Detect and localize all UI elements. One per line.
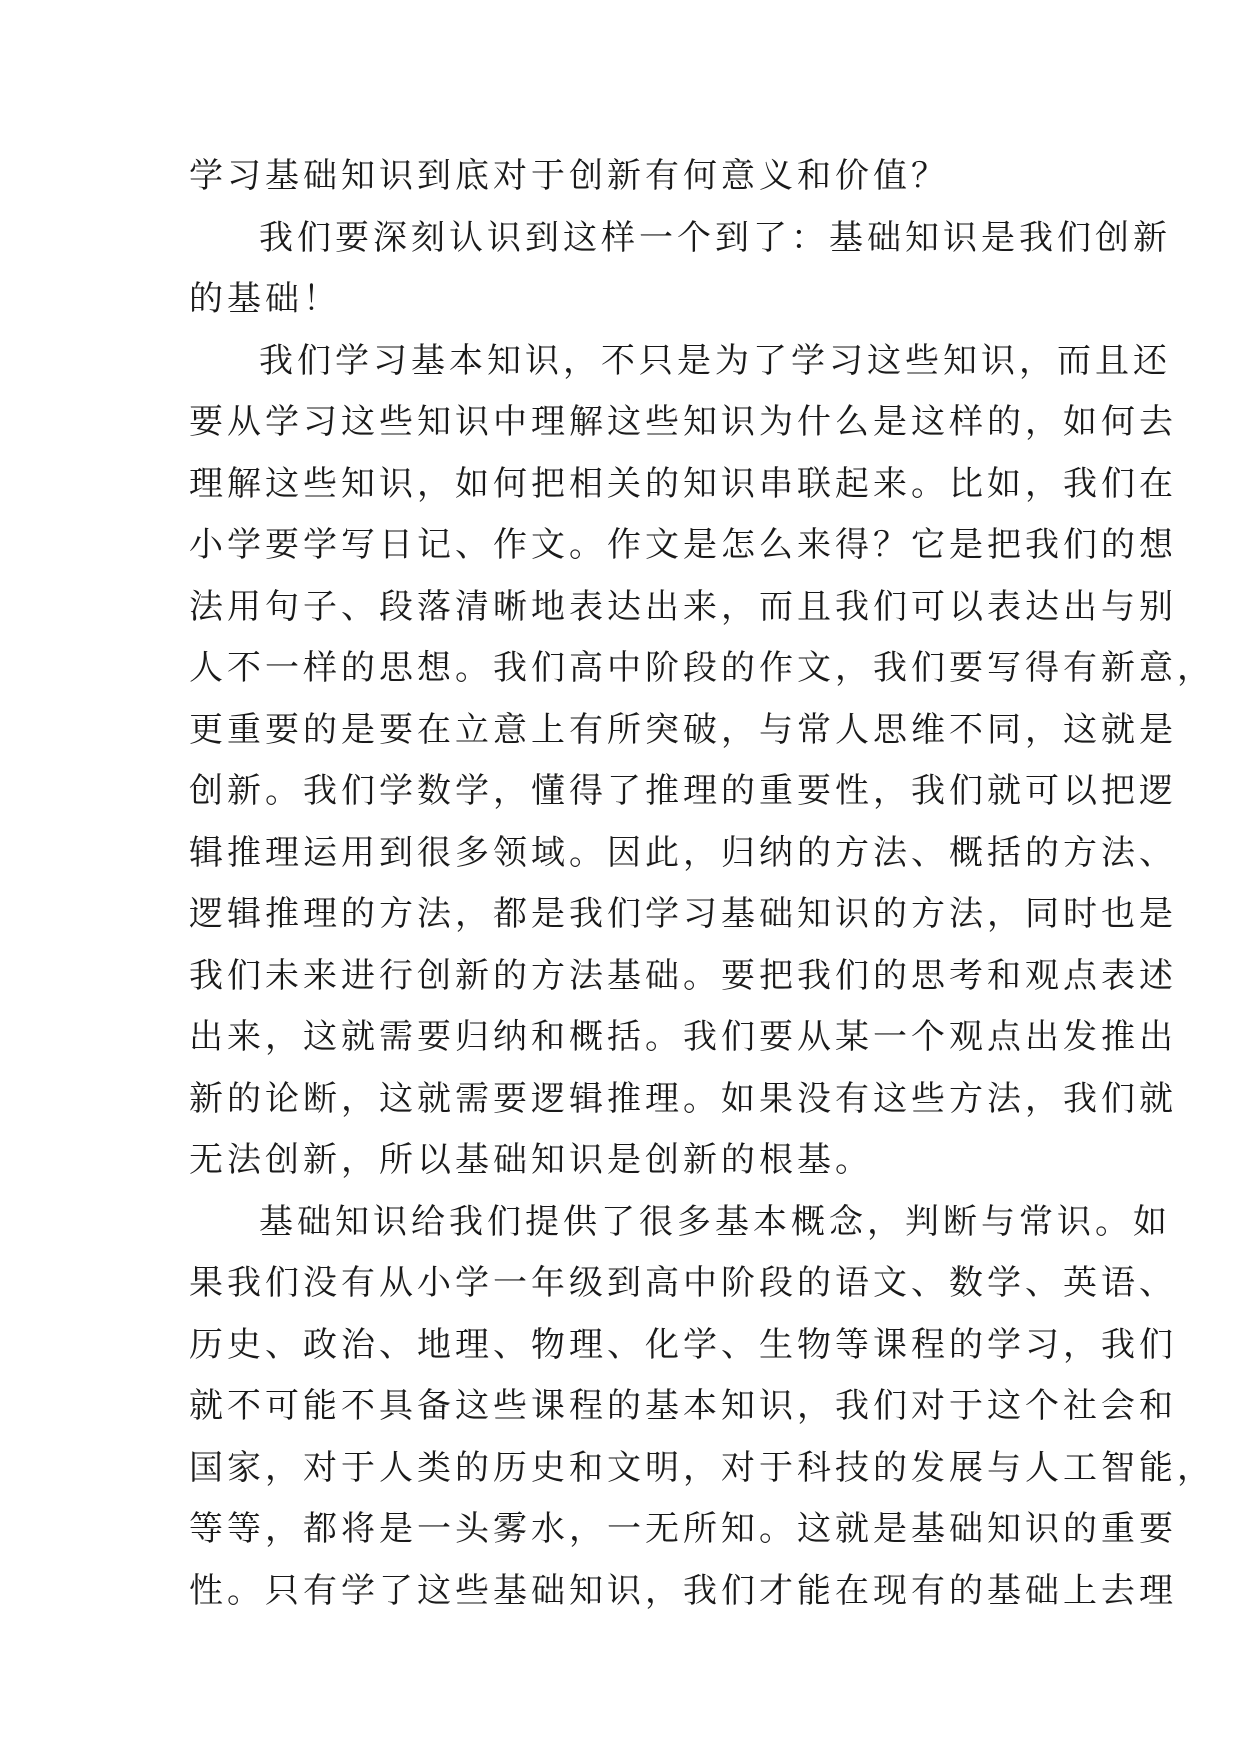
text-line: 学习基础知识到底对于创新有何意义和价值？: [189, 156, 949, 196]
text-line: 出来，这就需要归纳和概括。我们要从某一个观点出发推出: [189, 1017, 1177, 1057]
paragraph-start-line: 基础知识给我们提供了很多基本概念，判断与常识。如: [259, 1201, 1171, 1242]
text-line: 创新。我们学数学，懂得了推理的重要性，我们就可以把逻: [189, 771, 1177, 811]
text-line: 无法创新，所以基础知识是创新的根基。: [189, 1140, 873, 1180]
text-line: 性。只有学了这些基础知识，我们才能在现有的基础上去理: [189, 1570, 1177, 1611]
text-line: 的基础！: [189, 279, 341, 319]
text-line: 历史、政治、地理、物理、化学、生物等课程的学习，我们: [189, 1324, 1177, 1365]
text-line: 新的论断，这就需要逻辑推理。如果没有这些方法，我们就: [189, 1078, 1177, 1119]
text-line: 更重要的是要在立意上有所突破，与常人思维不同，这就是: [189, 709, 1177, 750]
text-line: 理解这些知识，如何把相关的知识串联起来。比如，我们在: [189, 463, 1177, 504]
text-line: 辑推理运用到很多领域。因此，归纳的方法、概括的方法、: [189, 832, 1177, 873]
text-line: 人不一样的思想。我们高中阶段的作文，我们要写得有新意，: [189, 648, 1215, 688]
text-line: 果我们没有从小学一年级到高中阶段的语文、数学、英语、: [189, 1263, 1177, 1303]
text-line: 我们未来进行创新的方法基础。要把我们的思考和观点表述: [189, 955, 1177, 996]
text-line: 等等，都将是一头雾水，一无所知。这就是基础知识的重要: [189, 1509, 1177, 1549]
text-line: 逻辑推理的方法，都是我们学习基础知识的方法，同时也是: [189, 894, 1177, 934]
text-line: 要从学习这些知识中理解这些知识为什么是这样的，如何去: [189, 402, 1177, 442]
text-line: 就不可能不具备这些课程的基本知识，我们对于这个社会和: [189, 1386, 1177, 1426]
text-line: 法用句子、段落清晰地表达出来，而且我们可以表达出与别: [189, 586, 1177, 627]
paragraph-start-line: 我们要深刻认识到这样一个到了：基础知识是我们创新: [259, 217, 1171, 258]
paragraph-start-line: 我们学习基本知识，不只是为了学习这些知识，而且还: [259, 340, 1171, 381]
text-line: 小学要学写日记、作文。作文是怎么来得？它是把我们的想: [189, 525, 1177, 565]
text-line: 国家，对于人类的历史和文明，对于科技的发展与人工智能，: [189, 1447, 1215, 1488]
body-text: [189, 146, 1215, 1622]
